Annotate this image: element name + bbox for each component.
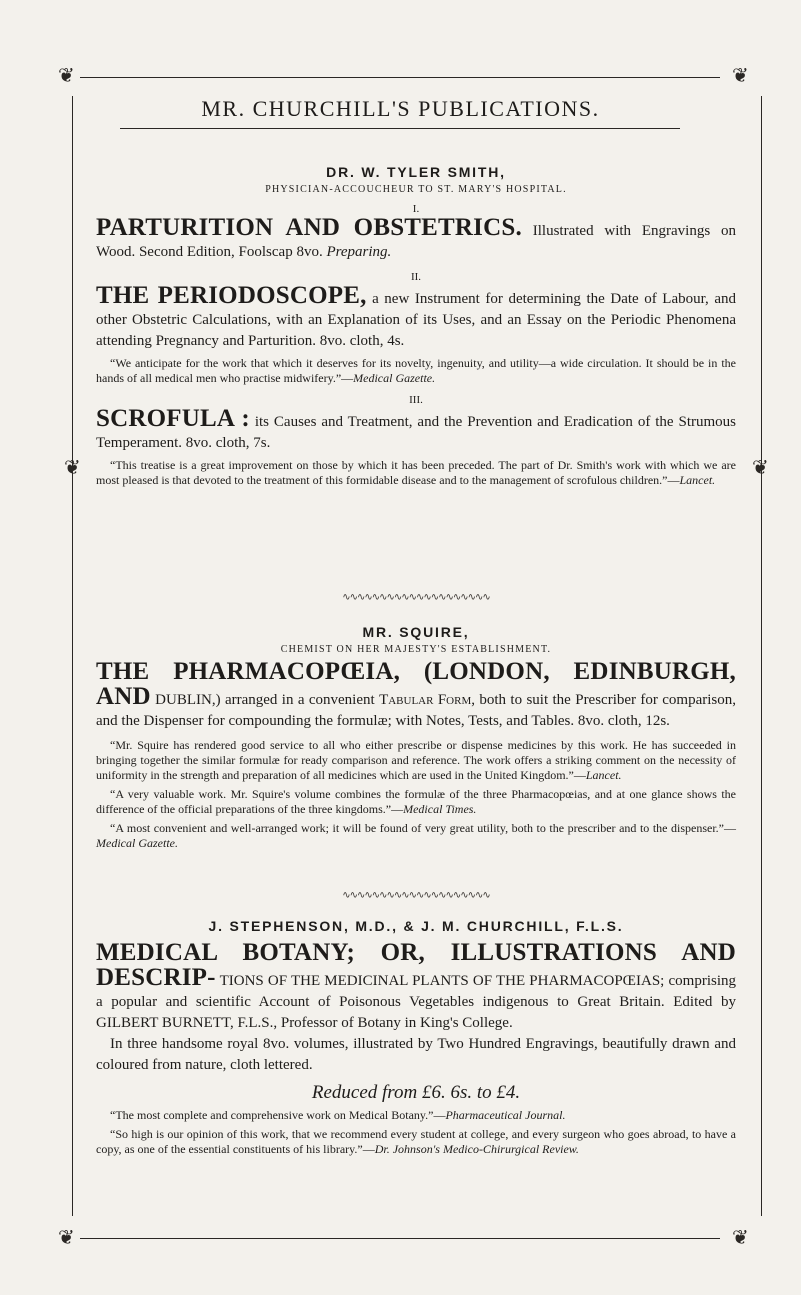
publication-entry [96,405,736,454]
side-ornament-right: ❦ [752,457,769,479]
review-quote [96,458,736,488]
author-affiliation: PHYSICIAN-ACCOUCHEUR TO ST. MARY'S HOSPITAL. [265,184,567,195]
review-quote [96,1108,736,1123]
review-source: Pharmaceutical Journal. [445,1108,566,1122]
publication-title: THE PERIODOSCOPE, [96,282,367,309]
publication-title: THE PHARMACOPŒIA, (LONDON, EDINBURGH, AND [96,658,736,710]
review-quote [96,787,736,817]
publication-price: Reduced from £6. 6s. to £4. [311,1082,521,1103]
left-border-line [72,96,73,1216]
publication-description: DUBLIN,) arranged in a convenient [155,692,375,708]
review-quote [96,356,736,386]
publication-title: PARTURITION AND OBSTETRICS. [96,214,522,241]
author-affiliation: CHEMIST ON HER MAJESTY'S ESTABLISHMENT. [280,644,552,655]
publication-status: Preparing. [326,244,392,260]
publication-description: both to suit the Prescriber for comparison, and the Dispenser for compounding the formulæ; with Notes, Tests, and Tables. 8vo. cloth, 12s. [96,692,737,729]
section-tyler-smith [96,164,736,488]
review-quote [96,738,736,783]
publication-title: MEDICAL BOTANY; OR, ILLUSTRATIONS AND DESCRIP- [96,939,736,991]
publication-description: Illustrated with Engravings on Wood. Second Edition, Foolscap 8vo. [96,223,736,260]
page-header-title: MR. CHURCHILL'S PUBLICATIONS. [201,96,600,121]
item-numeral: II. [410,271,422,283]
publication-entry [96,214,736,263]
review-source: Medical Gazette. [96,836,178,850]
review-source: Dr. Johnson's Medico-Chirurgical Review. [374,1142,579,1156]
review-text: “We anticipate for the work that which it deserves for its novelty, ingenuity, and utility—a wide circulation. It should be in the hands of all medical men who practise midwifery.”— [96,356,736,385]
review-source: Lancet. [679,473,716,487]
side-ornament-left: ❦ [64,457,81,479]
publication-entry [96,939,737,1034]
review-text: “A very valuable work. Mr. Squire's volume combines the formulæ of the three Pharmacopœias, and at one glance shows the difference of the official preparations of the three kingdoms.”— [96,787,736,816]
publication-form-phrase: Tabular Form, [379,692,475,708]
top-border-line [80,77,720,78]
author-name: MR. SQUIRE, [362,624,470,640]
review-text: “Mr. Squire has rendered good service to all who either prescribe or dispense medicines by this work. He has succeeded in bringing together the similar formulæ for ready comparison and reference. The work offers a striking comment on the necessity of uniformity in the strength and preparation of all medicines which are used in the United Kingdom.”— [96,738,736,782]
review-quote [96,821,736,851]
publication-title: SCROFULA : [96,405,250,432]
review-text: “This treatise is a great improvement on those by which it has been preceded. The part of Dr. Smith's work with which we are most pleased is that devoted to the treatment of this formidable disease and to the management of scrofulous children.”— [96,458,736,487]
review-source: Medical Times. [403,802,477,816]
wavy-divider: ∿∿∿∿∿∿∿∿∿∿∿∿∿∿∿∿∿∿∿∿ [342,592,490,603]
publication-entry [96,282,736,352]
publication-description: TIONS OF THE MEDICINAL PLANTS OF THE PHARMACOPŒIAS; comprising a popular and scientific Account of Poisonous Vegetables indigenous to Great Britain. Edited by GILBERT BURNETT, F.L.S., Professor of Botany in King's College. [96,973,737,1031]
author-name: DR. W. TYLER SMITH, [326,164,506,180]
review-text: “So high is our opinion of this work, that we recommend every student at college, and every surgeon who goes abroad, to have a copy, as one of the essential constituents of his library.”— [96,1127,736,1156]
review-text: “A most convenient and well-arranged work; it will be found of very great utility, both to the prescriber and to the dispenser.”— [110,821,736,835]
header-rule [120,128,680,129]
bottom-border-line [80,1238,720,1239]
wavy-divider: ∿∿∿∿∿∿∿∿∿∿∿∿∿∿∿∿∿∿∿∿ [342,890,490,901]
publication-description: its Causes and Treatment, and the Prevention and Eradication of the Strumous Temperament. 8vo. cloth, 7s. [96,414,736,451]
corner-ornament-top-right: ❦ [732,65,749,87]
corner-ornament-bottom-right: ❦ [732,1227,749,1249]
publication-description: a new Instrument for determining the Date of Labour, and other Obstetric Calculations, with an Explanation of its Uses, and an Essay on the Periodic Phenomena attending Pregnancy and Parturition. 8vo. cloth, 4s. [96,291,736,349]
item-numeral: III. [409,394,423,406]
review-source: Lancet. [585,768,622,782]
corner-ornament-bottom-left: ❦ [58,1227,75,1249]
section-medical-botany [96,918,736,1157]
publication-entry [96,658,737,732]
review-text: “The most complete and comprehensive work on Medical Botany.”— [110,1108,446,1122]
review-source: Medical Gazette. [353,371,436,385]
right-border-line [761,96,762,1216]
item-numeral: I. [412,203,420,215]
author-name: J. STEPHENSON, M.D., & J. M. CHURCHILL, F.L.S. [208,918,624,934]
review-quote [96,1127,736,1157]
publication-description-2: In three handsome royal 8vo. volumes, illustrated by Two Hundred Engravings, beautifully drawn and coloured from nature, cloth lettered. [96,1036,736,1073]
corner-ornament-top-left: ❦ [58,65,75,87]
section-squire [96,624,736,851]
